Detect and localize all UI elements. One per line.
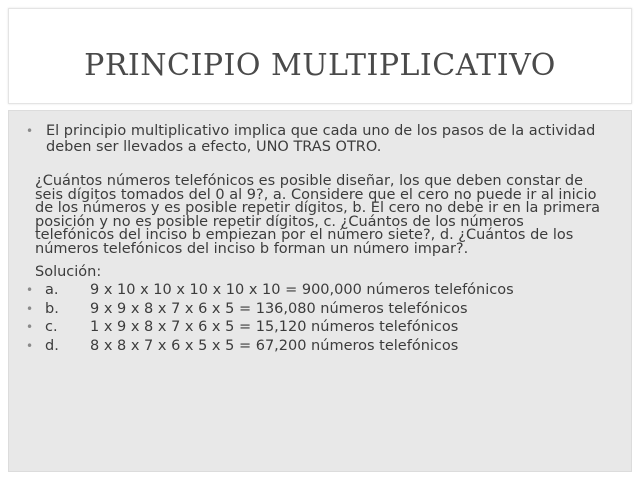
solution-text: 9 x 10 x 10 x 10 x 10 x 10 = 900,000 números telefónicos (90, 282, 514, 298)
bullet-icon: • (26, 124, 34, 138)
bullet-icon: • (26, 338, 34, 353)
solution-letter: b. (45, 300, 59, 317)
bullet-icon: • (26, 301, 34, 316)
solution-item-a (26, 281, 616, 300)
slide-title: PRINCIPIO MULTIPLICATIVO (84, 48, 556, 83)
solution-text: 8 x 8 x 7 x 6 x 5 x 5 = 67,200 números telefónicos (90, 337, 459, 354)
question-paragraph: ¿Cuántos números telefónicos es posible diseñar, los que deben constar de seis dígitos tomados del 0 al 9?, a. Considere que el cero no puede ir al inicio de los números y es posible repetir dígitos, b. El cero no debe ir en la primera posición y no es posible repetir dígitos, c. ¿Cuántos de los números telefónicos del inciso b empiezan por el número siete?, d. ¿Cuántos de los números telefónicos del inciso b forman un número impar?. (35, 173, 601, 257)
solution-letter: a. (45, 282, 59, 298)
solution-item-c (26, 318, 616, 337)
intro-bullet-text: El principio multiplicativo implica que cada uno de los pasos de la actividad deben ser llevados a efecto, UNO TRAS OTRO. (46, 123, 596, 155)
bullet-icon: • (26, 320, 34, 334)
solution-list (26, 281, 616, 355)
bullet-icon: • (26, 283, 34, 297)
intro-bullet (26, 123, 601, 155)
solution-text: 9 x 9 x 8 x 7 x 6 x 5 = 136,080 números telefónicos (90, 300, 468, 317)
intro-bullet-row (26, 123, 601, 155)
solution-label: Solución: (35, 264, 102, 280)
title-panel (8, 8, 632, 104)
solution-text: 1 x 9 x 8 x 7 x 6 x 5 = 15,120 números telefónicos (90, 319, 459, 335)
content-panel (8, 110, 632, 472)
solution-item-b (26, 300, 616, 319)
solution-item-d (26, 337, 616, 356)
solution-letter: d. (45, 337, 59, 354)
solution-letter: c. (45, 319, 58, 335)
